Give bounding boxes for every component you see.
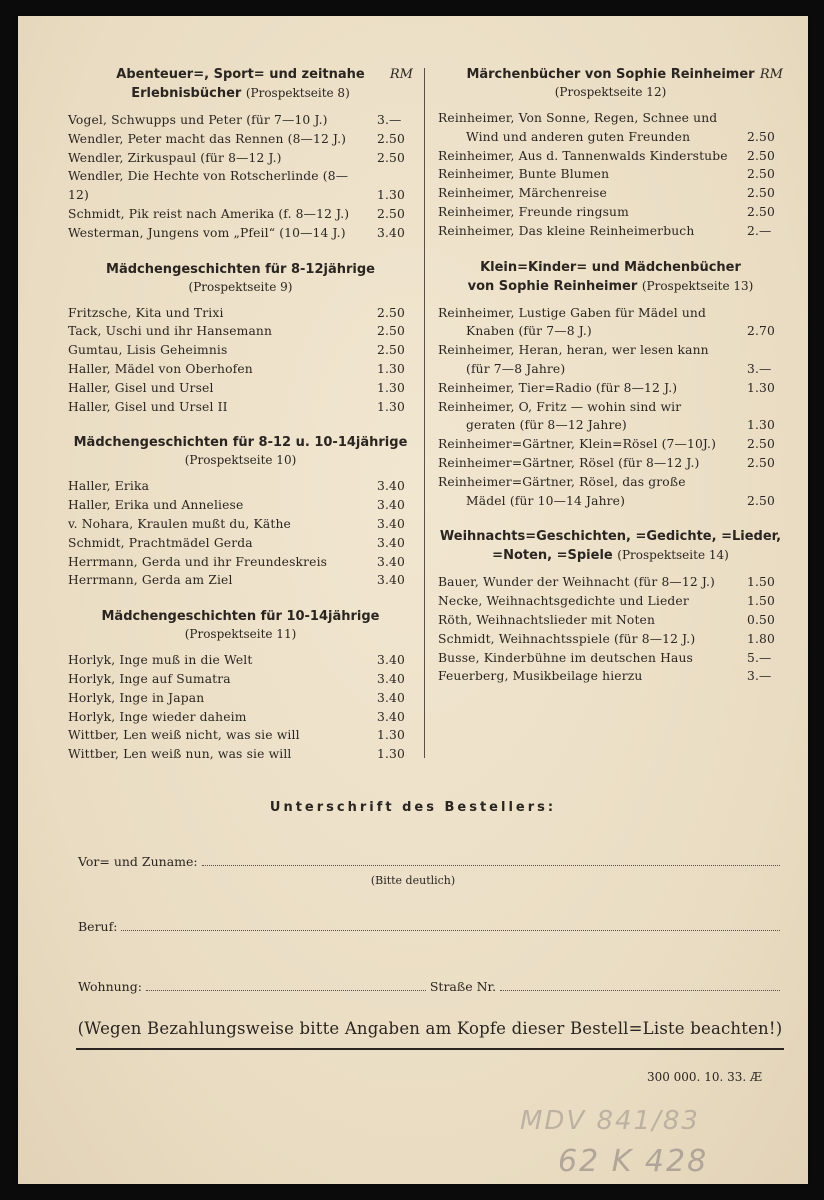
book-title-text: Haller, Mädel von Oberhofen [68,361,253,376]
book-price: 3.— [747,669,772,684]
book-row [438,304,783,342]
book-price: 2.50 [377,150,405,165]
column-divider [424,68,425,758]
book-title [68,745,377,764]
book-section [68,434,413,590]
book-price: 3.40 [377,653,405,668]
book-row [68,224,413,243]
book-list [438,109,783,241]
book-title-text: Wittber, Len weiß nicht, was sie will [68,728,300,743]
book-price: 1.80 [747,631,775,646]
book-row [68,398,413,417]
book-title [438,573,747,592]
section-title-line: Abenteuer=, Sport= und zeitnahe [116,67,365,82]
book-title [68,322,377,341]
book-title-text: Horlyk, Inge wieder daheim [68,709,247,724]
book-row [438,667,783,686]
book-row [68,571,413,590]
section-title-line2 [68,84,413,103]
book-title-text: Wendler, Die Hechte von Rotscherlinde (8—12) [68,169,349,203]
book-title-text: Fritzsche, Kita und Trixi [68,305,224,320]
book-price: 3.40 [377,516,405,531]
section-title [68,261,413,279]
book-row [438,379,783,398]
book-row [68,341,413,360]
book-row [438,435,783,454]
book-price: 2.70 [747,324,775,339]
book-title-text: Haller, Gisel und Ursel II [68,399,228,414]
book-title [68,726,377,745]
section-title-line: Klein=Kinder= und Mädchenbücher [480,259,741,275]
book-title [68,477,377,496]
book-row [68,534,413,553]
book-price: 2.50 [747,186,775,201]
book-title [438,630,747,649]
book-row [68,205,413,224]
book-title [438,398,747,436]
book-title-text: Wendler, Peter macht das Rennen (8—12 J.) [68,131,347,146]
book-price: 0.50 [747,612,775,627]
address-dotted-line[interactable] [146,989,426,991]
book-title-text: Schmidt, Pik reist nach Amerika (f. 8—12 J.) [68,206,350,221]
book-title [68,496,377,515]
name-hint: (Bitte deutlich) [370,874,456,887]
book-title-continuation: Wind und anderen guten Freunden [466,129,691,144]
address-field[interactable] [78,979,784,994]
book-list [68,111,413,243]
book-title-text: Westerman, Jungens vom „Pfeil“ (10—14 J.) [68,225,346,240]
section-prospect-page: (Prospektseite 8) [245,86,350,100]
book-title-text: Haller, Erika [68,479,150,494]
book-title [68,341,377,360]
book-row [68,553,413,572]
book-price: 3.40 [377,690,405,705]
book-row [68,651,413,670]
book-title [438,454,747,473]
book-price: 3.40 [377,498,405,513]
book-row [68,379,413,398]
book-price: 1.30 [747,380,775,395]
book-title [68,515,377,534]
book-title [68,534,377,553]
street-label: Straße Nr. [429,979,497,994]
book-row [438,473,783,511]
book-section [68,608,413,764]
section-title [438,66,783,84]
book-list [438,304,783,511]
book-title-text: Vogel, Schwupps und Peter (für 7—10 J.) [68,113,328,127]
book-row [68,745,413,764]
book-row [438,109,783,147]
book-title [438,304,747,342]
book-price: 3.40 [377,671,405,686]
book-price: 2.50 [747,455,775,470]
book-title-text: Horlyk, Inge in Japan [68,690,205,705]
name-dotted-line[interactable] [202,864,780,866]
book-price: 2.50 [747,204,775,219]
book-title [438,592,747,611]
section-title-line: Mädchengeschichten für 8-12jährige [106,261,375,277]
book-row [68,670,413,689]
book-title-text: Reinheimer, Von Sonne, Regen, Schnee und [438,111,718,125]
book-price: 2.50 [377,305,405,320]
book-row [438,341,783,379]
book-title-text: Reinheimer, Märchenreise [438,186,607,201]
book-list [68,477,413,590]
book-price: 3.— [747,361,772,376]
book-title [68,224,377,243]
payment-notice: (Wegen Bezahlungsweise bitte Angaben am Kopfe dieser Bestell=Liste beachten!) [77,1019,783,1038]
book-title-text: Horlyk, Inge muß in die Welt [68,653,253,668]
section-title-line: Märchenbücher von Sophie Reinheimer [466,67,755,82]
section-title-line: Weihnachts=Geschichten, =Gedichte, =Lieder, [439,529,782,545]
book-price: 3.40 [377,535,405,550]
book-title [438,147,747,166]
job-field[interactable] [78,919,784,934]
book-title-text: Reinheimer, Bunte Blumen [438,167,610,182]
book-row [68,726,413,745]
book-row [438,649,783,668]
book-title [438,203,747,222]
book-title [68,111,377,130]
book-title [68,553,377,572]
book-title [68,167,377,205]
book-row [68,360,413,379]
right-column [438,66,783,704]
book-title-text: Reinheimer=Gärtner, Rösel, das große [438,474,686,489]
book-price: 2.50 [377,131,405,146]
book-price: 2.50 [747,129,775,144]
book-row [438,147,783,166]
book-row [68,477,413,496]
book-section [68,66,413,243]
book-row [438,592,783,611]
section-prospect-page: (Prospektseite 12) [554,85,667,99]
section-prospect-page: (Prospektseite 14) [617,548,729,563]
book-price: 1.30 [377,728,405,743]
section-title-line: Mädchengeschichten für 8-12 u. 10-14jährige [73,435,408,451]
book-title [68,304,377,323]
name-label: Vor= und Zuname: [78,854,198,869]
book-title [438,222,747,241]
book-price: 3.40 [377,479,405,494]
book-title [68,379,377,398]
section-title-continuation: Erlebnisbücher [131,86,242,101]
book-title-text: Haller, Erika und Anneliese [68,498,244,513]
book-price: 2.50 [747,167,775,182]
book-price: 5.— [747,650,772,665]
book-title-text: Reinheimer, O, Fritz — wohin sind wir [438,399,682,414]
section-title-continuation: =Noten, =Spiele [492,548,613,564]
book-title [68,651,377,670]
book-title [438,473,747,511]
book-row [438,222,783,241]
signature-heading: Unterschrift des Bestellers: [269,800,557,815]
book-title [68,130,377,149]
book-title [438,649,747,668]
book-title [438,435,747,454]
book-title [68,670,377,689]
book-title-text: Reinheimer, Lustige Gaben für Mädel und [438,305,706,320]
book-price: 3.40 [377,225,405,240]
job-label: Beruf: [78,919,118,934]
book-row [68,304,413,323]
book-section [68,261,413,417]
book-title-text: Schmidt, Prachtmädel Gerda [68,535,253,550]
section-prospect-page: (Prospektseite 13) [641,278,754,293]
book-price: 2.50 [377,206,405,221]
section-title [68,434,413,452]
book-title-text: Reinheimer=Gärtner, Rösel (für 8—12 J.) [438,455,700,470]
currency-label: RM [759,67,783,82]
book-title-text: Herrmann, Gerda und ihr Freundeskreis [68,554,328,569]
section-title [68,608,413,626]
book-title-text: Reinheimer, Heran, heran, wer lesen kann [438,343,709,358]
book-row [438,165,783,184]
book-price: 2.50 [747,148,775,163]
book-price: 1.30 [377,399,405,414]
book-title-text: Wendler, Zirkuspaul (für 8—12 J.) [68,150,282,165]
book-title-text: Tack, Uschi und ihr Hansemann [68,324,273,339]
book-title [438,611,747,630]
book-row [68,496,413,515]
book-title [68,571,377,590]
book-list [68,651,413,764]
book-price: 3.— [377,113,402,127]
archive-mark-number: 62 K 428 [558,1144,709,1179]
book-price: 1.30 [747,418,775,433]
book-price: 3.40 [377,573,405,588]
book-title-text: Reinheimer, Aus d. Tannenwalds Kinderstube [438,148,728,163]
book-price: 1.30 [377,361,405,376]
book-title [438,109,747,147]
book-title [438,165,747,184]
book-list [438,573,783,686]
section-prospect-page: (Prospektseite 9) [188,279,293,294]
book-title [68,708,377,727]
book-price: 2.— [747,223,772,238]
book-title [438,341,747,379]
book-price: 3.40 [377,554,405,569]
book-price: 2.50 [747,437,775,452]
order-sheet [18,16,808,1184]
book-title-text: Gumtau, Lisis Geheimnis [68,343,228,358]
section-title-continuation: von Sophie Reinheimer [467,278,638,294]
book-title-text: Busse, Kinderbühne im deutschen Haus [438,650,693,665]
section-title-line: Mädchengeschichten für 10-14jährige [101,609,380,625]
address-label: Wohnung: [78,979,142,994]
section-title [438,528,783,546]
book-title [68,689,377,708]
book-title-text: Schmidt, Weihnachtsspiele (für 8—12 J.) [438,631,696,646]
name-field[interactable] [78,854,784,869]
book-title-text: Wittber, Len weiß nun, was sie will [68,747,292,762]
book-title [68,360,377,379]
book-row [68,322,413,341]
book-title-continuation: Mädel (für 10—14 Jahre) [466,493,626,508]
section-prospect-page: (Prospektseite 10) [184,453,297,468]
book-title [68,205,377,224]
book-title-text: Horlyk, Inge auf Sumatra [68,671,231,686]
book-row [438,398,783,436]
book-row [438,573,783,592]
book-row [68,515,413,534]
book-title [68,149,377,168]
book-title-text: Feuerberg, Musikbeilage hierzu [438,669,643,684]
section-prospect-page: (Prospektseite 11) [184,627,297,642]
currency-label: RM [389,67,413,82]
book-title-text: Bauer, Wunder der Weihnacht (für 8—12 J.) [438,575,715,590]
book-row [68,111,413,130]
street-dotted-line[interactable] [500,989,780,991]
book-row [438,203,783,222]
book-row [68,130,413,149]
book-row [438,184,783,203]
book-title-text: Röth, Weihnachtslieder mit Noten [438,612,656,627]
book-section [438,528,783,686]
archive-mark-pencil: MDV 841/83 [520,1106,700,1136]
book-title-text: Necke, Weihnachtsgedichte und Lieder [438,594,689,609]
book-row [68,149,413,168]
book-title [68,398,377,417]
book-title-continuation: Knaben (für 7—8 J.) [466,324,592,339]
book-price: 3.40 [377,709,405,724]
section-title [68,66,413,84]
book-price: 1.50 [747,594,775,609]
book-section [438,259,783,511]
book-price: 2.50 [747,493,775,508]
print-code: 300 000. 10. 33. Æ [646,1070,762,1084]
book-title [438,379,747,398]
book-title-text: Reinheimer, Freunde ringsum [438,204,629,219]
book-title-text: Haller, Gisel und Ursel [68,380,214,395]
book-row [438,454,783,473]
book-price: 1.30 [377,380,405,395]
book-title-continuation: geraten (für 8—12 Jahre) [466,418,627,433]
book-row [68,689,413,708]
book-title-continuation: (für 7—8 Jahre) [466,361,566,376]
book-title-text: Herrmann, Gerda am Ziel [68,573,233,588]
book-title [438,184,747,203]
book-section [438,66,783,241]
book-row [68,167,413,205]
book-row [438,611,783,630]
book-title [438,667,747,686]
book-row [438,630,783,649]
section-title-line2 [438,277,783,296]
book-title-text: Reinheimer, Das kleine Reinheimerbuch [438,223,695,238]
book-price: 1.30 [377,747,405,762]
book-list [68,304,413,417]
book-row [68,708,413,727]
book-price: 2.50 [377,324,405,339]
book-title-text: Reinheimer=Gärtner, Klein=Rösel (7—10J.) [438,437,717,452]
book-price: 2.50 [377,343,405,358]
book-price: 1.30 [377,188,405,203]
job-dotted-line[interactable] [121,929,780,931]
bottom-rule [76,1048,784,1050]
book-price: 1.50 [747,575,775,590]
left-column [68,66,413,782]
section-title [438,259,783,277]
book-title-text: v. Nohara, Kraulen mußt du, Käthe [68,516,291,531]
section-title-line2 [438,546,783,565]
book-title-text: Reinheimer, Tier=Radio (für 8—12 J.) [438,380,678,395]
